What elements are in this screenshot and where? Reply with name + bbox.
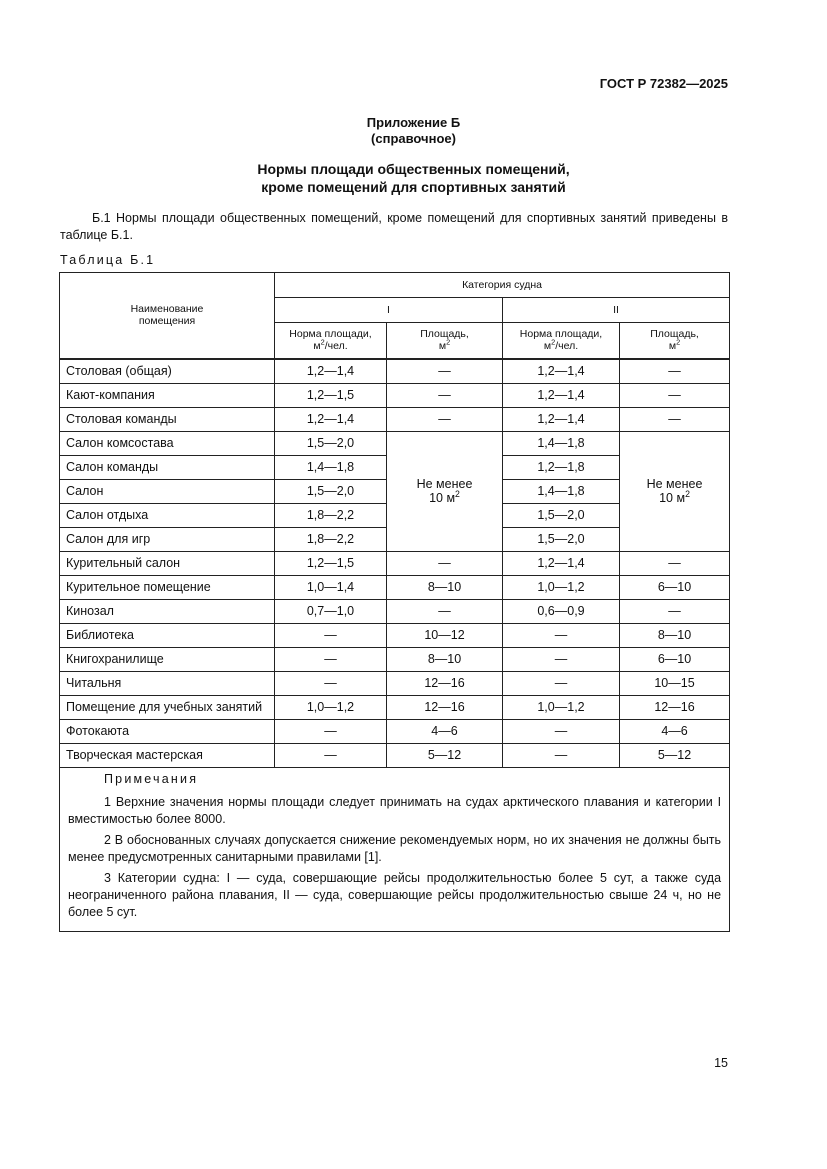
header-category-2: II [503, 298, 730, 323]
area-cat2: 6—10 [620, 575, 730, 599]
header-area-line-1: Площадь, [650, 328, 699, 341]
table-caption: Таблица Б.1 [60, 253, 156, 267]
norm-cat2: — [503, 647, 620, 671]
merged-area-value: 10 м [659, 491, 686, 505]
header-norm-line-1: Норма площади, [519, 328, 603, 341]
table-row [60, 359, 730, 384]
table-row [60, 551, 730, 575]
norm-cat2: 1,2—1,4 [503, 407, 620, 431]
merged-area-exp: 2 [455, 488, 460, 499]
norm-cat2: 1,2—1,4 [503, 383, 620, 407]
area-cat1: 4—6 [387, 719, 503, 743]
norm-cat1: 1,4—1,8 [275, 455, 387, 479]
area-cat1: — [387, 359, 503, 384]
header-room-line-2: помещения [138, 315, 196, 328]
header-norm-exp: 2 [320, 337, 325, 347]
norm-cat2: 0,6—0,9 [503, 599, 620, 623]
section-heading [0, 160, 827, 196]
header-norm-unit: м [313, 340, 321, 353]
header-area-exp: 2 [446, 337, 451, 347]
appendix-title: Приложение Б [366, 115, 461, 130]
norm-cat1: 0,7—1,0 [275, 599, 387, 623]
area-norms-table [59, 272, 730, 932]
room-name: Курительный салон [60, 551, 275, 575]
area-cat2: 12—16 [620, 695, 730, 719]
note-3: 3 Категории судна: I — суда, совершающие рейсы продолжительностью более 5 сут, а также суда неограниченного района плавания, II — суда, совершающие рейсы продолжительностью свыше 24 ч, но не более 5 сут. [68, 870, 722, 919]
norm-cat2: 1,2—1,4 [503, 359, 620, 384]
norm-cat1: — [275, 623, 387, 647]
header-category-1: I [275, 298, 503, 323]
table-row [60, 383, 730, 407]
area-cat2: 4—6 [620, 719, 730, 743]
norm-cat1: — [275, 671, 387, 695]
header-norm-exp: 2 [551, 337, 556, 347]
intro-paragraph: Б.1 Нормы площади общественных помещений, кроме помещений для спортивных занятий приведены в таблице Б.1. [60, 211, 728, 242]
merged-area-line-1: Не менее [416, 477, 473, 491]
norm-cat2: 1,4—1,8 [503, 431, 620, 455]
norm-cat1: 1,0—1,2 [275, 695, 387, 719]
norm-cat2: 1,5—2,0 [503, 527, 620, 551]
header-norm-per: /чел. [324, 340, 348, 353]
norm-cat2: 1,4—1,8 [503, 479, 620, 503]
area-cat1: — [387, 383, 503, 407]
norm-cat1: 1,2—1,4 [275, 359, 387, 384]
header-room-name [60, 273, 275, 359]
header-norm-unit: м [543, 340, 552, 353]
header-norm-cat2 [503, 323, 620, 359]
area-cat1: 12—16 [387, 671, 503, 695]
norm-cat2: — [503, 623, 620, 647]
notes-row [60, 767, 730, 931]
header-area-line-1: Площадь, [420, 328, 469, 341]
merged-area-cat1 [387, 431, 503, 551]
room-name: Курительное помещение [60, 575, 275, 599]
room-name: Книгохранилище [60, 647, 275, 671]
norm-cat1: 1,5—2,0 [275, 479, 387, 503]
merged-area-line-2 [393, 488, 496, 505]
merged-area-cat2 [620, 431, 730, 551]
room-name: Фотокаюта [60, 719, 275, 743]
header-norm-line-2 [281, 337, 380, 353]
area-cat2: — [620, 551, 730, 575]
norm-cat1: 1,2—1,5 [275, 551, 387, 575]
room-name: Салон отдыха [60, 503, 275, 527]
header-area-unit: м [668, 340, 677, 353]
appendix-header [0, 115, 827, 147]
area-cat2: — [620, 599, 730, 623]
area-cat1: 12—16 [387, 695, 503, 719]
norm-cat1: 1,2—1,4 [275, 407, 387, 431]
table-row [60, 743, 730, 767]
table-row [60, 719, 730, 743]
norm-cat1: 1,0—1,4 [275, 575, 387, 599]
merged-area-line-2 [626, 488, 723, 505]
room-name: Салон [60, 479, 275, 503]
norm-cat2: — [503, 671, 620, 695]
header-room-line-1: Наименование [130, 303, 204, 316]
merged-area-line-1: Не менее [646, 477, 703, 491]
header-norm-cat1 [275, 323, 387, 359]
note-2: 2 В обоснованных случаях допускается снижение рекомендуемых норм, но их значения не должны быть менее предусмотренных санитарными правилами [1]. [68, 832, 722, 864]
room-name: Столовая команды [60, 407, 275, 431]
header-area-line-2 [393, 337, 496, 353]
norm-cat2: 1,5—2,0 [503, 503, 620, 527]
area-cat1: 8—10 [387, 647, 503, 671]
appendix-type: (справочное) [371, 131, 456, 146]
heading-line-1: Нормы площади общественных помещений, [257, 161, 570, 177]
norm-cat1: 1,8—2,2 [275, 503, 387, 527]
room-name: Помещение для учебных занятий [60, 695, 275, 719]
area-cat2: 5—12 [620, 743, 730, 767]
area-cat2: — [620, 407, 730, 431]
table-row [60, 407, 730, 431]
area-cat2: 10—15 [620, 671, 730, 695]
norm-cat2: 1,0—1,2 [503, 575, 620, 599]
area-cat2: — [620, 383, 730, 407]
standard-designation: ГОСТ Р 72382—2025 [599, 76, 728, 91]
table-row [60, 623, 730, 647]
merged-area-value: 10 м [429, 491, 456, 505]
header-area-cat1 [387, 323, 503, 359]
area-cat1: 10—12 [387, 623, 503, 647]
area-cat1: — [387, 551, 503, 575]
room-name: Библиотека [60, 623, 275, 647]
table-notes [60, 767, 730, 931]
table-row [60, 575, 730, 599]
header-area-cat2 [620, 323, 730, 359]
area-cat1: 8—10 [387, 575, 503, 599]
norm-cat1: 1,8—2,2 [275, 527, 387, 551]
norm-cat2: 1,0—1,2 [503, 695, 620, 719]
norm-cat2: 1,2—1,8 [503, 455, 620, 479]
table-row [60, 431, 730, 455]
room-name: Кинозал [60, 599, 275, 623]
norm-cat1: — [275, 719, 387, 743]
header-norm-line-1: Норма площади, [289, 328, 372, 341]
header-area-unit: м [438, 340, 447, 353]
norm-cat1: — [275, 743, 387, 767]
room-name: Читальня [60, 671, 275, 695]
note-1: 1 Верхние значения нормы площади следует принимать на судах арктического плавания и категории I вместимостью более 8000. [68, 794, 722, 826]
header-norm-line-2 [509, 337, 613, 353]
table-row [60, 647, 730, 671]
table-row [60, 671, 730, 695]
room-name: Кают-компания [60, 383, 275, 407]
header-ship-category: Категория судна [275, 273, 730, 298]
area-cat1: 5—12 [387, 743, 503, 767]
area-cat1: — [387, 599, 503, 623]
area-cat2: 6—10 [620, 647, 730, 671]
heading-line-2: кроме помещений для спортивных занятий [261, 179, 566, 195]
merged-area-exp: 2 [685, 488, 690, 499]
area-cat2: 8—10 [620, 623, 730, 647]
notes-title: Примечания [104, 771, 199, 786]
norm-cat1: 1,2—1,5 [275, 383, 387, 407]
norm-cat1: 1,5—2,0 [275, 431, 387, 455]
table-row [60, 695, 730, 719]
page-number: 15 [714, 1056, 728, 1070]
norm-cat2: — [503, 743, 620, 767]
area-cat1: — [387, 407, 503, 431]
header-area-line-2 [626, 337, 723, 353]
table-row [60, 599, 730, 623]
room-name: Салон комсостава [60, 431, 275, 455]
header-norm-per: /чел. [555, 340, 579, 353]
norm-cat2: — [503, 719, 620, 743]
area-cat2: — [620, 359, 730, 384]
norm-cat2: 1,2—1,4 [503, 551, 620, 575]
norm-cat1: — [275, 647, 387, 671]
room-name: Столовая (общая) [60, 359, 275, 384]
room-name: Творческая мастерская [60, 743, 275, 767]
room-name: Салон команды [60, 455, 275, 479]
room-name: Салон для игр [60, 527, 275, 551]
header-area-exp: 2 [676, 337, 681, 347]
